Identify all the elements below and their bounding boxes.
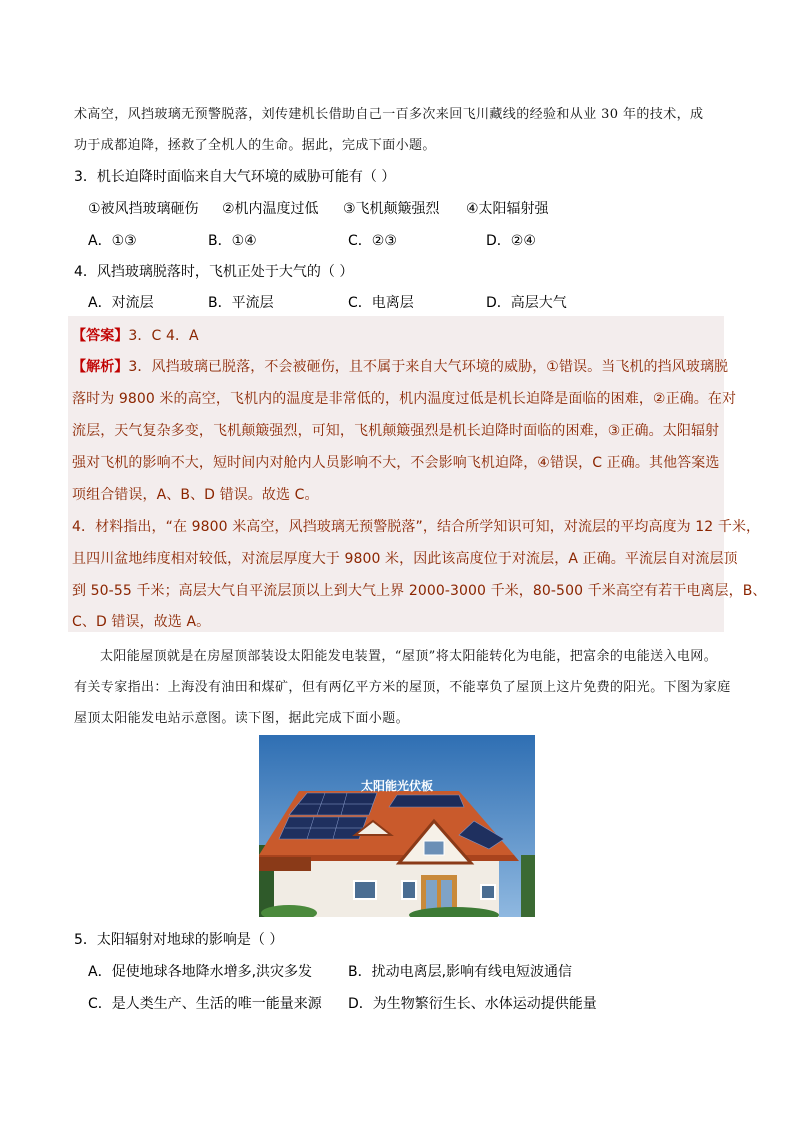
q5-stem: 5．太阳辐射对地球的影响是（ ）	[74, 932, 284, 948]
q3-item-3: ③飞机颠簸强烈	[343, 201, 440, 217]
answer-tag: 【答案】	[72, 328, 129, 344]
q3-item-2: ②机内温度过低	[222, 201, 319, 217]
q5-option-b: B．扰动电离层,影响有线电短波通信	[348, 964, 573, 980]
analysis-line-5: 项组合错误，A、B、D 错误。故选 C。	[72, 487, 319, 503]
analysis-line-1	[72, 356, 728, 376]
q4-option-a: A．对流层	[88, 295, 154, 311]
analysis-q4-line-4: C、D 错误，故选 A。	[72, 614, 211, 630]
answer-text: 3．C 4．A	[128, 328, 199, 344]
q5-option-c: C．是人类生产、生活的唯一能量来源	[88, 996, 322, 1012]
analysis-q4-line-3: 到 50-55 千米；高层大气自平流层顶以上到大气上界 2000-3000 千米，80-500 千米高空有若干电离层，B、	[72, 583, 767, 599]
q3-item-4: ④太阳辐射强	[466, 201, 549, 217]
q3-item-1: ①被风挡玻璃砸伤	[88, 201, 199, 217]
q4-option-d: D．高层大气	[486, 295, 567, 311]
solar-house-illustration	[259, 735, 535, 917]
solar-line-2: 有关专家指出：上海没有油田和煤矿，但有两亿平方米的屋顶，不能辜负了屋顶上这片免费的阳光。下图为家庭	[74, 680, 731, 695]
analysis-q4-line-2: 且四川盆地纬度相对较低，对流层厚度大于 9800 米，因此该高度位于对流层，A 正确。平流层自对流层顶	[72, 551, 738, 567]
q3-option-c: C．②③	[348, 233, 397, 249]
analysis-line-4: 强对飞机的影响不大，短时间内对舱内人员影响不大，不会影响飞机迫降，④错误，C 正确。其他答案选	[72, 455, 720, 471]
q3-option-b: B．①④	[208, 233, 257, 249]
answer-line	[72, 325, 199, 345]
q3-stem: 3．机长迫降时面临来自大气环境的威胁可能有（ ）	[74, 169, 396, 185]
photo-label: 太阳能光伏板	[360, 779, 433, 793]
q4-option-b: B．平流层	[208, 295, 274, 311]
q4-option-c: C．电离层	[348, 295, 414, 311]
solar-line-3: 屋顶太阳能发电站示意图。读下图，据此完成下面小题。	[74, 711, 410, 726]
q4-stem: 4．风挡玻璃脱落时，飞机正处于大气的（ ）	[74, 264, 354, 280]
analysis-tag: 【解析】	[72, 359, 129, 375]
solar-house-photo	[259, 735, 535, 917]
q5-option-d: D．为生物繁衍生长、水体运动提供能量	[348, 996, 597, 1012]
intro-line-1: 术高空，风挡玻璃无预警脱落，刘传建机长借助自己一百多次来回飞川藏线的经验和从业 30 年的技术，成	[74, 107, 704, 122]
analysis-line-2: 落时为 9800 米的高空，飞机内的温度是非常低的，机内温度过低是机长迫降是面临的困难，②正确。在对	[72, 391, 737, 407]
q5-option-a: A．促使地球各地降水增多,洪灾多发	[88, 964, 313, 980]
analysis-text-1: 3．风挡玻璃已脱落，不会被砸伤，且不属于来自大气环境的威胁，①错误。当飞机的挡风玻璃脱	[128, 359, 729, 375]
intro-line-2: 功于成都迫降，拯救了全机人的生命。据此，完成下面小题。	[74, 138, 436, 153]
q3-option-d: D．②④	[486, 233, 536, 249]
analysis-q4-line-1: 4．材料指出，“在 9800 米高空，风挡玻璃无预警脱落”，结合所学知识可知，对流层的平均高度为 12 千米，	[72, 519, 761, 535]
q3-option-a: A．①③	[88, 233, 137, 249]
analysis-line-3: 流层，天气复杂多变，飞机颠簸强烈，可知，飞机颠簸强烈是机长迫降时面临的困难，③正确。太阳辐射	[72, 423, 720, 439]
solar-line-1: 太阳能屋顶就是在房屋顶部装设太阳能发电装置，“屋顶”将太阳能转化为电能，把富余的电能送入电网。	[100, 649, 718, 664]
